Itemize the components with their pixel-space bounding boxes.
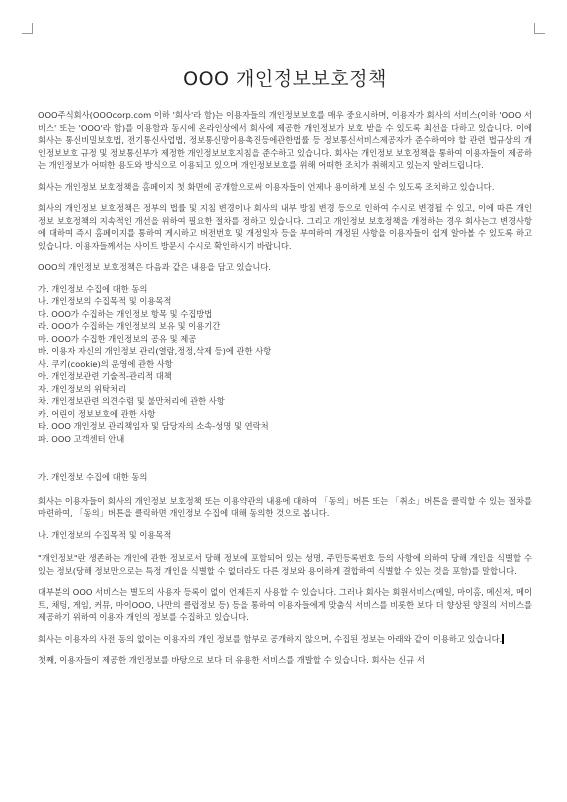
toc-item: 다. OOO가 수집하는 개인정보 항목 및 수집방법 <box>38 308 213 319</box>
document-title: OOO 개인정보보호정책 <box>183 68 387 90</box>
toc-item: 라. OOO가 수집하는 개인정보의 보유 및 이용기간 <box>38 321 221 331</box>
toc-item: 마. OOO가 수집한 개인정보의 공유 및 제공 <box>38 333 197 344</box>
intro-paragraph: 회사는 개인정보 보호정책을 홈페이지 첫 화면에 공개함으로써 이용자들이 언제나 용이하게 보실 수 있도록 조치하고 있습니다. <box>38 181 495 192</box>
text-cursor <box>502 634 504 644</box>
section-paragraph-text: 회사는 이용자의 사전 동의 없이는 이용자의 개인 정보를 함부로 공개하지 않으며, 수집된 정보는 아래와 같이 이용하고 있습니다. <box>38 633 503 644</box>
toc-item: 차. 개인정보관련 의견수렴 및 불만처리에 관한 사항 <box>38 396 225 406</box>
section-paragraph: 회사는 이용자들이 회사의 개인정보 보호정책 또는 이용약관의 내용에 대하여 「동의」버튼 또는 「취소」버튼을 클릭할 수 있는 절차를 마련하여, 「동의」버튼을 클릭하면 개인정보 수집에 대해 동의한 것으로 봅니다. <box>38 495 532 518</box>
page-corner-mark-top-left <box>22 23 33 34</box>
toc-item: 자. 개인정보의 위탁처리 <box>38 383 127 394</box>
toc-item: 파. OOO 고객센터 안내 <box>38 433 125 444</box>
toc-item: 아. 개인정보관련 기술적-관리적 대책 <box>38 371 172 381</box>
section-paragraph <box>38 633 532 646</box>
intro-paragraph: OOO주식회사(OOOcorp.com 이하 '회사'라 함)는 이용자들의 개인정보보호를 매우 중요시하며, 이용자가 회사의 서비스(이하 'OOO 서비스' 또는 'OOO'라 함)를 이용함과 동시에 온라인상에서 회사에 제공한 개인정보가 보호 받을 수 있도록 최선을 다하고 있습니다. 이에 회사는 통신비밀보호법, 전기통신사업법, 정보통신망이용촉진등에관한법률 등 정보통신서비스제공자가 준수하여야 할 관련 법규상의 개인정보보호 규정 및 정보통신부가 제정한 개인정보보호지침을 준수하고 있습니다. 회사는 개인정보 보호정책을 통하여 이용자들이 제공하는 개인정보가 어떠한 용도와 방식으로 이용되고 있으며 개인정보보호를 위해 어떠한 조치가 취해지고 있는지 알려드립니다. <box>38 110 532 170</box>
toc-item: 바. 이용자 자신의 개인정보 관리(열람,정정,삭제 등)에 관한 사항 <box>38 346 272 356</box>
page-corner-mark-top-right <box>534 23 545 34</box>
toc-item: 가. 개인정보 수집에 대한 동의 <box>38 283 148 294</box>
section-paragraph: 대부분의 OOO 서비스는 별도의 사용자 등록이 없이 언제든지 사용할 수 있습니다. 그러나 회사는 회원서비스(메일, 마이홈, 메신저, 메이트, 채팅, 게임, 커뮤, 마이OOO, 나만의 클럽정보 등) 등을 통하여 이용자들에게 맞춤식 서비스를 비롯한 보다 더 향상된 양질의 서비스를 제공하기 위하여 이용자 개인의 정보를 수집하고 있습니다. <box>38 587 532 622</box>
intro-paragraph: OOO의 개인정보 보호정책은 다음과 같은 내용을 담고 있습니다. <box>38 262 272 272</box>
document-body[interactable] <box>38 64 532 676</box>
intro-paragraph: 회사의 개인정보 보호정책은 정부의 법률 및 지침 변경이나 회사의 내부 방침 변경 등으로 인하여 수시로 변경될 수 있고, 이에 따른 개인정보 보호정책의 지속적인 개선을 위하여 필요한 절차를 정하고 있습니다. 그리고 개인정보 보호정책을 개정하는 경우 회사는그 변경사항에 대하여 즉시 홈페이지를 통하여 게시하고 버전번호 및 개정일자 등을 부여하여 개정된 사항을 이용자들이 쉽게 알아볼 수 있도록 하고 있습니다. 이용자들께서는 사이트 방문시 수시로 확인하시기 바랍니다. <box>38 203 532 251</box>
section-paragraph: "개인정보"란 생존하는 개인에 관한 정보로서 당해 정보에 포함되어 있는 성명, 주민등록번호 등의 사항에 의하여 당해 개인을 식별할 수 있는 정보(당해 정보만으로는 특정 개인을 식별할 수 없더라도 다른 정보와 용이하게 결합하여 식별할 수 있는 것을 포함)를 말합니다. <box>38 553 532 576</box>
section-heading-purpose: 나. 개인정보의 수집목적 및 이용목적 <box>38 529 172 540</box>
section-heading-consent: 가. 개인정보 수집에 대한 동의 <box>38 472 148 482</box>
toc-item: 카. 어린이 정보보호에 관한 사항 <box>38 408 156 419</box>
toc-item: 사. 쿠키(cookie)의 운영에 관한 사항 <box>38 358 173 369</box>
toc-item: 나. 개인정보의 수집목적 및 이용목적 <box>38 296 172 306</box>
section-paragraph: 첫째, 이용자들이 제공한 개인정보를 바탕으로 보다 더 유용한 서비스를 개발할 수 있습니다. 회사는 신규 서 <box>38 655 425 665</box>
toc-item: 타. OOO 개인정보 관리책임자 및 담당자의 소속-성명 및 연락처 <box>38 421 269 431</box>
table-of-contents <box>38 283 532 446</box>
